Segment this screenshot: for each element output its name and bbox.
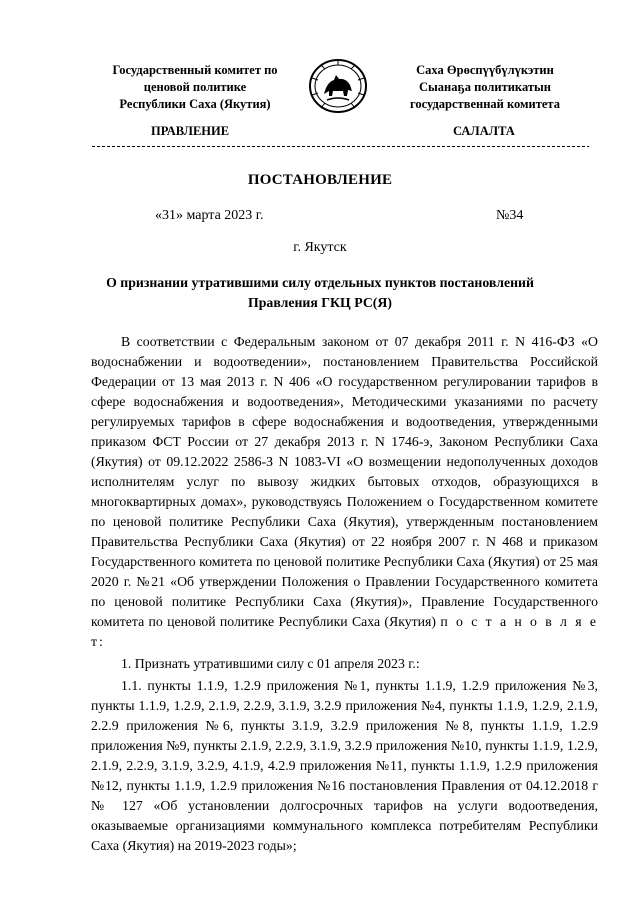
header-right-subtitle: САЛАЛТА xyxy=(453,124,515,138)
resolves-text: п о с т а н о в л я е т: xyxy=(91,614,599,649)
header-right-line: Сыанаҕа политикатын xyxy=(419,80,551,94)
document-date: «31» марта 2023 г. xyxy=(155,208,264,223)
document-body xyxy=(91,332,598,856)
document-place: г. Якутск xyxy=(293,240,347,255)
subject-line: Правления ГКЦ РС(Я) xyxy=(248,295,392,310)
header-right xyxy=(382,62,588,113)
header-right-line: Саха Өрөспүүбүлүкэтин xyxy=(416,63,554,77)
header-left-line: Республики Саха (Якутия) xyxy=(119,97,271,111)
preamble-text: В соответствии с Федеральным законом от 07 декабря 2011 г. N 416-ФЗ «О водоснабжении и водоотведении», постановлением Правительства Российской Федерации от 13 мая 2013 г. N 406 «О государственном регулировании тарифов в сфере водоснабжения и водоотведения», Методическими указаниями по расчету регулируемых тарифов в сфере водоснабжения и водоотведения, утвержденными приказом ФСТ России от 27 декабря 2013 г. N 1746-э, Законом Республики Саха (Якутия) от 09.12.2022 2586-З N 1083-VI «О возмещении недополученных доходов исполнителям услуг по вывозу жидких бытовых отходов, образующихся в многоквартирных домах», руководствуясь Положением о Государственном комитете по ценовой политике Республики Саха (Якутия), утвержденным постановлением Правительства Республики Саха (Якутия) от 22 ноября 2007 г. N 468 и приказом Государственного комитета по ценовой политике Республики Саха (Якутия) от 25 мая 2020 г. №21 «Об утверждении Положения о Правлении Государственного комитета по ценовой политике Республики Саха (Якутия)», Правление Государственного комитета по ценовой политике Республики Саха (Якутия) xyxy=(91,334,598,629)
emblem-icon xyxy=(308,58,368,114)
header-left-line: Государственный комитет по xyxy=(112,63,278,77)
item-1: 1. Признать утратившими силу с 01 апреля 2023 г.: xyxy=(121,656,420,671)
header-left-line: ценовой политике xyxy=(143,80,247,94)
header-left xyxy=(92,62,298,113)
header-left-subtitle: ПРАВЛЕНИЕ xyxy=(151,124,230,138)
document-title: ПОСТАНОВЛЕНИЕ xyxy=(247,172,393,188)
header-right-line: государственнай комитета xyxy=(410,97,560,111)
item-1-1: 1.1. пункты 1.1.9, 1.2.9 приложения №1, пункты 1.1.9, 1.2.9 приложения №3, пункты 1.1.9, 1.2.9, 2.1.9, 2.2.9, 3.1.9, 3.2.9 приложения №4, пункты 1.1.9, 1.2.9, 2.1.9, 2.2.9 приложения №6, пункты 3.1.9, 3.2.9 приложения №8, пункты 1.1.9, 1.2.9 приложения №9, пункты 2.1.9, 2.2.9, 3.1.9, 3.2.9 приложения №10, пункты 1.1.9, 1.2.9, 2.1.9, 2.2.9, 3.1.9, 3.2.9, 4.1.9, 4.2.9 приложения №11, пункты 1.1.9, 1.2.9 приложения №12, пункты 1.1.9, 1.2.9 приложения №16 постановления Правления от 04.12.2018 г № 127 «Об установлении долгосрочных тарифов на услуги водоотведения, оказываемые организациями коммунального комплекса потребителям Республики Саха (Якутия) на 2019-2023 годы»; xyxy=(91,678,598,853)
preamble-paragraph xyxy=(91,332,598,652)
header-separator xyxy=(92,146,589,147)
document-number: №34 xyxy=(496,208,524,223)
subject-line: О признании утратившими силу отдельных пунктов постановлений xyxy=(106,275,534,290)
document-subject xyxy=(0,273,640,313)
